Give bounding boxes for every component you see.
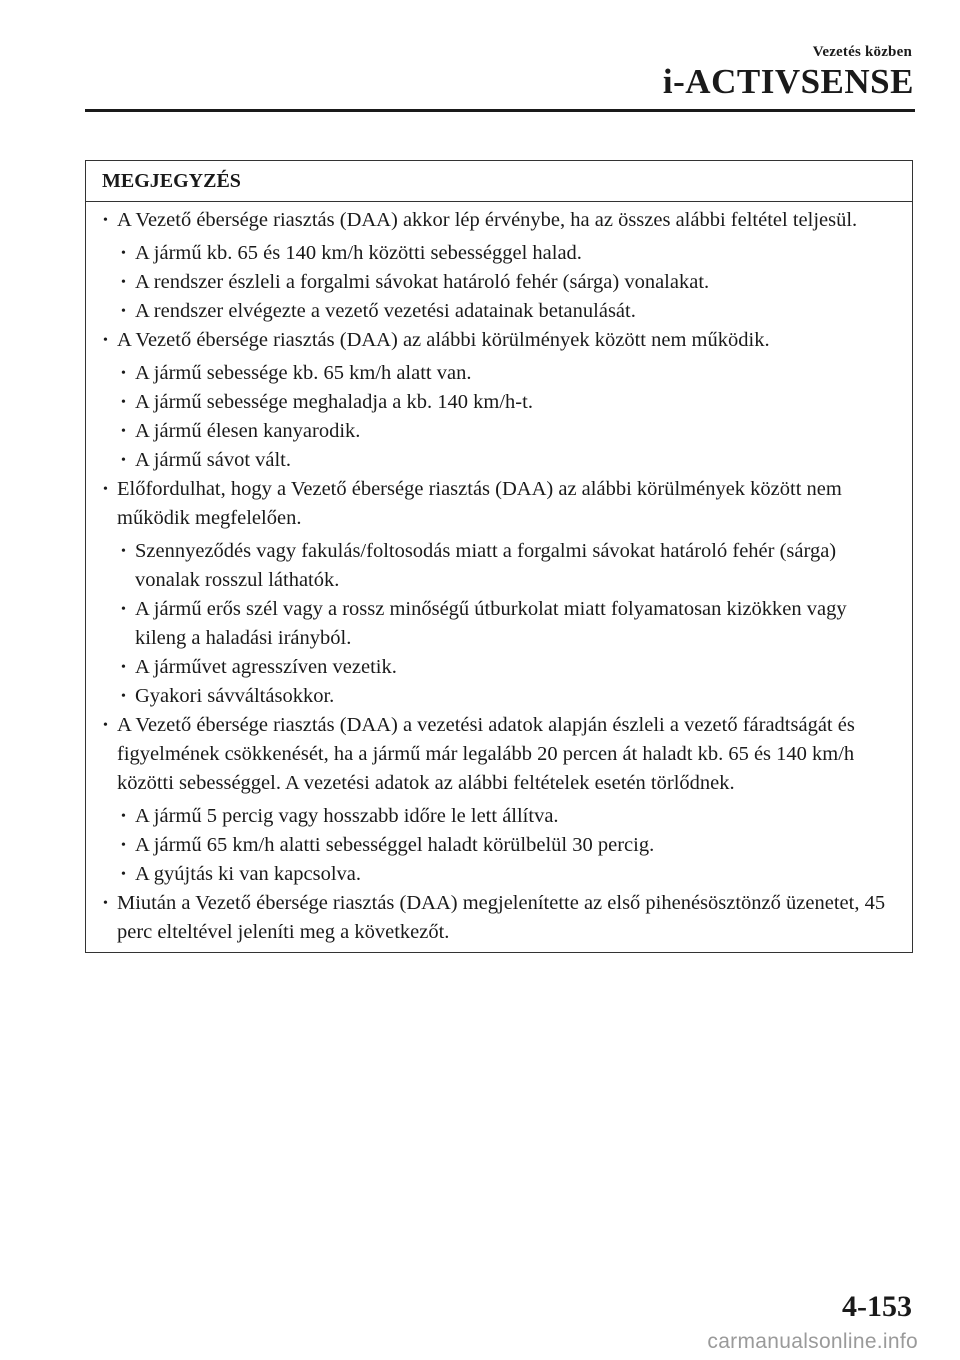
header-divider bbox=[85, 109, 915, 112]
sub-bullet-text: A jármű 65 km/h alatti sebességgel haladt körülbelül 30 percig. bbox=[135, 834, 655, 856]
section-title: i-ACTIVSENSE bbox=[662, 62, 914, 101]
bullet-dot: • bbox=[121, 602, 126, 617]
bullet-dot: • bbox=[121, 246, 126, 261]
bullet-dot: • bbox=[103, 333, 108, 348]
bullet-dot: • bbox=[121, 660, 126, 675]
note-bullet bbox=[103, 326, 898, 355]
bullet-text: A Vezető ébersége riasztás (DAA) az alábbi körülmények között nem működik. bbox=[117, 329, 770, 351]
sub-bullet bbox=[121, 595, 898, 653]
bullet-text: A Vezető ébersége riasztás (DAA) akkor lép érvénybe, ha az összes alábbi feltétel teljesül. bbox=[117, 209, 858, 231]
sub-bullet-text: A jármű 5 percig vagy hosszabb időre le lett állítva. bbox=[135, 805, 559, 827]
bullet-dot: • bbox=[121, 366, 126, 381]
bullet-dot: • bbox=[121, 275, 126, 290]
bullet-dot: • bbox=[121, 838, 126, 853]
sub-bullet bbox=[121, 388, 898, 417]
bullet-dot: • bbox=[121, 867, 126, 882]
sub-bullet bbox=[121, 297, 898, 326]
sub-bullet-text: A jármű erős szél vagy a rossz minőségű útburkolat miatt folyamatosan kizökken vagy kileng a haladási irányból. bbox=[135, 598, 847, 649]
note-bullet bbox=[103, 475, 898, 533]
bullet-text: Miután a Vezető ébersége riasztás (DAA) megjelenítette az első pihenésösztönző üzenetet, 45 perc elteltével jeleníti meg a következőt. bbox=[117, 892, 886, 943]
chapter-title: Vezetés közben bbox=[812, 44, 912, 60]
bullet-dot: • bbox=[103, 718, 108, 733]
sub-bullet-text: A járművet agresszíven vezetik. bbox=[135, 656, 397, 678]
note-bullet bbox=[103, 889, 898, 947]
bullet-dot: • bbox=[121, 395, 126, 410]
sub-bullet bbox=[121, 446, 898, 475]
note-bullet bbox=[103, 711, 898, 798]
bullet-dot: • bbox=[103, 213, 108, 228]
note-title: MEGJEGYZÉS bbox=[86, 161, 912, 202]
bullet-dot: • bbox=[121, 424, 126, 439]
sub-bullet-text: Gyakori sávváltásokkor. bbox=[135, 685, 335, 707]
sub-bullet bbox=[121, 831, 898, 860]
bullet-dot: • bbox=[103, 482, 108, 497]
sub-bullet bbox=[121, 417, 898, 446]
sub-bullet-text: A rendszer észleli a forgalmi sávokat határoló fehér (sárga) vonalakat. bbox=[135, 271, 710, 293]
sub-bullet-text: A jármű sebessége meghaladja a kb. 140 km/h-t. bbox=[135, 391, 533, 413]
sub-bullet bbox=[121, 359, 898, 388]
bullet-text: Előfordulhat, hogy a Vezető ébersége riasztás (DAA) az alábbi körülmények között nem működik megfelelően. bbox=[117, 478, 842, 529]
watermark: carmanualsonline.info bbox=[707, 1330, 918, 1353]
sub-bullet-list bbox=[103, 239, 898, 326]
page-number: 4-153 bbox=[842, 1290, 912, 1323]
sub-bullet bbox=[121, 802, 898, 831]
sub-bullet-text: A jármű élesen kanyarodik. bbox=[135, 420, 361, 442]
note-box bbox=[85, 160, 913, 953]
sub-bullet-text: Szennyeződés vagy fakulás/foltosodás miatt a forgalmi sávokat határoló fehér (sárga) vonalak rosszul láthatók. bbox=[135, 540, 837, 591]
sub-bullet bbox=[121, 239, 898, 268]
sub-bullet bbox=[121, 860, 898, 889]
sub-bullet-text: A jármű kb. 65 és 140 km/h közötti sebességgel halad. bbox=[135, 242, 582, 264]
bullet-text: A Vezető ébersége riasztás (DAA) a vezetési adatok alapján észleli a vezető fáradtságát és figyelmének csökkenését, ha a jármű már legalább 20 percen át haladt kb. 65 és 140 km/h közötti sebességgel. A vezetési adatok az alábbi feltételek esetén törlődnek. bbox=[117, 714, 855, 794]
sub-bullet-text: A jármű sebessége kb. 65 km/h alatt van. bbox=[135, 362, 472, 384]
bullet-dot: • bbox=[121, 809, 126, 824]
sub-bullet-text: A jármű sávot vált. bbox=[135, 449, 292, 471]
bullet-dot: • bbox=[103, 896, 108, 911]
sub-bullet bbox=[121, 268, 898, 297]
sub-bullet bbox=[121, 682, 898, 711]
bullet-dot: • bbox=[121, 453, 126, 468]
note-body bbox=[86, 202, 912, 952]
sub-bullet-list bbox=[103, 359, 898, 475]
sub-bullet bbox=[121, 537, 898, 595]
bullet-dot: • bbox=[121, 304, 126, 319]
note-bullet bbox=[103, 206, 898, 235]
bullet-dot: • bbox=[121, 689, 126, 704]
sub-bullet-list bbox=[103, 537, 898, 711]
sub-bullet bbox=[121, 653, 898, 682]
bullet-dot: • bbox=[121, 544, 126, 559]
sub-bullet-text: A rendszer elvégezte a vezető vezetési adatainak betanulását. bbox=[135, 300, 636, 322]
sub-bullet-list bbox=[103, 802, 898, 889]
sub-bullet-text: A gyújtás ki van kapcsolva. bbox=[135, 863, 362, 885]
